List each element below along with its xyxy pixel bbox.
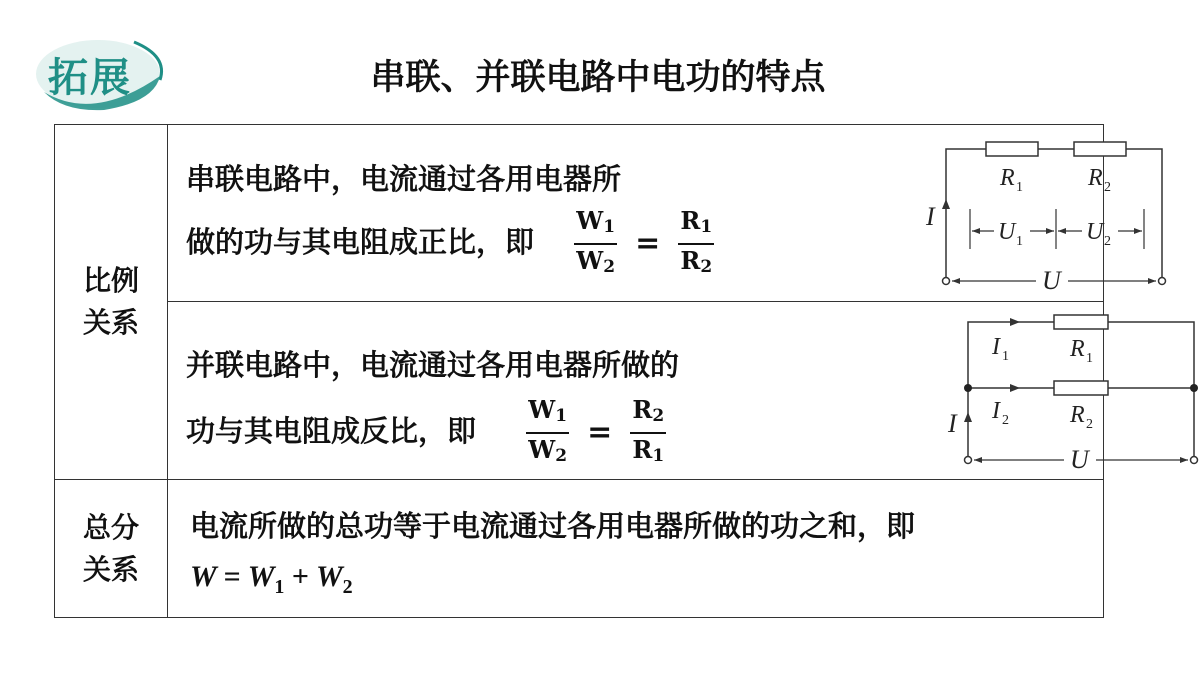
label-i1: I	[992, 334, 1000, 360]
label-i2: I	[992, 398, 1000, 424]
svg-text:2: 2	[1086, 417, 1093, 432]
label-r1: R	[1070, 336, 1085, 362]
label-r1: R	[1000, 165, 1015, 191]
label-u: U	[1070, 445, 1089, 474]
label-u: U	[1042, 266, 1061, 295]
parallel-equals: =	[587, 415, 613, 450]
svg-text:1: 1	[1002, 349, 1009, 364]
label-r2: R	[1088, 165, 1103, 191]
label-i: I	[948, 409, 957, 438]
total-formula: $W = W_1 + W_2$	[190, 560, 353, 598]
label-i: I	[926, 202, 935, 231]
parallel-text-line2: 功与其电阻成反比，即	[186, 414, 477, 448]
comparison-table	[54, 124, 1111, 618]
svg-text:2: 2	[1104, 234, 1111, 249]
parallel-cell	[168, 302, 1104, 480]
svg-text:1: 1	[1016, 234, 1023, 249]
series-text-line2: 做的功与其电阻成正比，即	[186, 225, 535, 259]
row-header-ratio: 比例 关系	[55, 125, 168, 480]
series-text-line1: 串联电路中，电流通过各用电器所	[186, 162, 622, 196]
total-cell	[168, 480, 1104, 618]
label-u2: U	[1086, 219, 1104, 245]
parallel-circuit-diagram	[940, 308, 1200, 476]
label-u1: U	[998, 219, 1016, 245]
row-header-total: 总分 关系	[55, 480, 168, 618]
parallel-fraction-r: $\frac{R_2}{R_1}$	[632, 395, 665, 466]
svg-text:1: 1	[1016, 180, 1023, 195]
page-title: 串联、并联电路中电功的特点	[370, 58, 826, 98]
series-equals: =	[635, 226, 661, 261]
badge-label: 拓展	[48, 55, 132, 101]
svg-text:2: 2	[1002, 413, 1009, 428]
parallel-fraction-w: $\frac{W_1}{W_2}$	[528, 395, 568, 466]
svg-text:1: 1	[1086, 351, 1093, 366]
label-r2: R	[1070, 402, 1085, 428]
parallel-text-line1: 并联电路中，电流通过各用电器所做的	[186, 348, 680, 382]
series-circuit-diagram	[918, 135, 1178, 295]
total-text: 电流所做的总功等于电流通过各用电器所做的功之和，即	[190, 509, 916, 543]
series-fraction-w: $\frac{W_1}{W_2}$	[576, 206, 616, 277]
svg-text:2: 2	[1104, 180, 1111, 195]
series-cell	[168, 125, 1111, 302]
series-fraction-r: $\frac{R_1}{R_2}$	[680, 206, 713, 277]
